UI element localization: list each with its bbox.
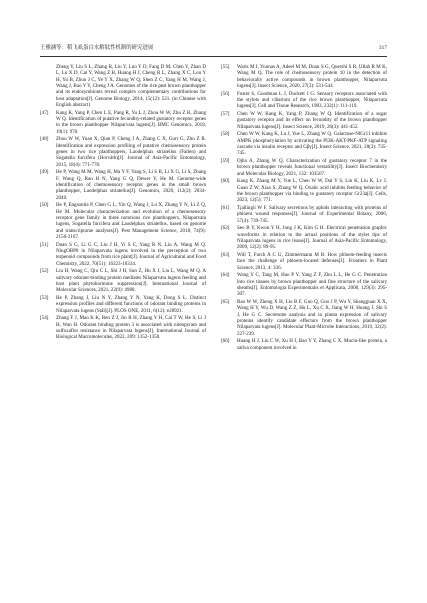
reference-text: He P, Engsontia P, Chen G L, Yin Q, Wang J, Lu X, Zhang Y N, Li Z Q, He M. Molecular characterization and evolution of a chemosensory receptor gene family in three notorious rice planthoppers, Nilaparvata lugens, Sogatella furcifera and Laodelphax striatellus, based on genome and transcriptome analyses[J]. Pest Management Science, 2018, 74(9): 2156-2167. bbox=[56, 202, 206, 241]
reference-text: Zheng Y, Liu S L, Zhang R, Liu Y, Luo Y D, Fang D M, Chen Y, Zhan D L, Lu X D, Cai Y, Wang Z B, Huang H J, Cheng R L, Zhang X C, Lou Y H, Yu B, Zhuo J C, Ye Y X, Zhang W Q, Shen Z C, Yang H M, Wang J, Wang J, Bao Y Y, Cheng J A. Genomes of the rice pest brown planthopper and its endosymbionts reveal complex complementary contributions for host adaptation[J]. Genome Biology, 2014, 15(12): 521. (in Chinese with English abstract) bbox=[56, 64, 206, 109]
reference-entry bbox=[221, 299, 387, 337]
reference-entry bbox=[221, 272, 387, 297]
reference-entry bbox=[40, 169, 206, 201]
reference-text: Seo B Y, Kwon Y H, Jung J K, Kim G H. Electrical penetration graphic waveforms in relation to the actual positions of the stylet tips of Nilaparvata lugens in rice tissue[J]. Journal of Asia-Pacific Entomology, 2009, 12(2): 89-95. bbox=[237, 225, 387, 251]
running-header bbox=[40, 45, 387, 55]
reference-text: Rao W W, Zheng X H, Liu B F, Guo Q, Guo J P, Wu Y, Shangguan X X, Wang H Y, Wu D, Wang Z Z, Hu L, Xu C X, Jiang W H, Huang J, Shi S J, He G C. Secretome analysis and in planta expression of salivary proteins identify candidate effectors from the brown planthopper Nilaparvata lugens[J]. Molecular Plant-Microbe Interactions, 2019, 32(2): 227-239. bbox=[237, 299, 387, 337]
reference-text: Tjallingii W F. Salivary secretions by aphids interacting with proteins of phloem wound responses[J]. Journal of Experimental Botany, 2006, 57(4): 739-745. bbox=[237, 205, 387, 224]
reference-text: Chen W W, Kang K, Yang P, Zhang W Q. Identification of a sugar gustatory receptor and its effect on fecundity of the brown planthopper Nilaparvata lugens[J]. Insect Science, 2019, 26(3): 441-452. bbox=[237, 111, 387, 130]
reference-entry bbox=[221, 205, 387, 224]
reference-entry bbox=[40, 315, 206, 340]
reference-number: [52] bbox=[40, 268, 49, 275]
reference-entry bbox=[221, 131, 387, 156]
reference-text: Huang H J, Liu C W, Xu H J, Bao Y Y, Zhang C X. Mucin-like protein, a saliva component involved in bbox=[237, 338, 387, 351]
reference-number: [64] bbox=[221, 272, 230, 279]
reference-entry bbox=[221, 111, 387, 130]
reference-text: Kang K, Zhang M Y, Yue L, Chen W W, Dai Y S, Lin K, Liu K, Lv J, Guan Z W, Xiao S, Zhang W Q. Oxalic acid inhibits feeding behavior of the brown planthopper via binding to gustatory receptor Gr23a[J]. Cells, 2023, 12(5): 771. bbox=[237, 178, 387, 204]
page-number: 317 bbox=[378, 45, 387, 51]
reference-entry bbox=[221, 158, 387, 177]
reference-entry bbox=[40, 64, 206, 108]
reference-number: [53] bbox=[40, 295, 49, 302]
reference-entry bbox=[221, 91, 387, 110]
reference-number: [61] bbox=[221, 205, 230, 211]
reference-text: Waris M I, Younas A, Adeel M M, Duan S G, Quershi S R, Ullah R M K, Wang M Q. The role of chemosensory protein 10 in the detection of behaviorally active compounds in brown planthopper, Nilaparvata lugens[J]. Insect Science, 2020, 27(3): 531-544. bbox=[237, 64, 387, 90]
reference-number: [62] bbox=[221, 225, 230, 232]
reference-number: [55] bbox=[221, 64, 230, 70]
reference-number: [54] bbox=[40, 315, 49, 322]
reference-column-left bbox=[40, 64, 206, 342]
reference-text: Chen W W, Kang K, Lu J, Yue L, Zhang W Q. Galactose-NlGr11 inhibits AMPK phosphorylation by activating the PI3K-AKT-PKF-ATP signaling cascade via insulin receptor and Gβγ[J]. Insect Science, 2021, 28(3): 735-745. bbox=[237, 131, 387, 157]
reference-number: [48] bbox=[40, 136, 49, 143]
reference-number: [65] bbox=[221, 299, 230, 305]
reference-text: Ojha A, Zhang W Q. Characterization of gustatory receptor 7 in the brown planthopper reveals functional versatility[J]. Insect Biochemistry and Molecular Biology, 2021, 132: 103567. bbox=[237, 158, 387, 177]
reference-entry bbox=[221, 178, 387, 203]
reference-number: [51] bbox=[40, 241, 49, 248]
reference-text: He P, Zhang J, Liu N Y, Zhang Y N, Yang K, Dong S L. Distinct expression profiles and different functions of odorant binding proteins in Nilaparvata lugens (Stål)[J]. PLOS ONE, 2011, 6(12): e28921. bbox=[56, 295, 206, 314]
reference-text: Liu H, Wang C, Qiu C L, Shi J H, Sun Z, Hu X J, Liu L, Wang M Q. A salivary odorant-binding protein mediates Nilaparvata lugens feeding and host plant phytohormone suppression[J]. International Journal of Molecular Sciences, 2021, 22(9): 4988. bbox=[56, 268, 206, 294]
reference-text: Wang Y C, Tang M, Hao P Y, Yang Z F, Zhu L L, He G C. Penetration into rice tissues by brown planthopper and fine structure of the salivary sheaths[J]. Entomologia Experimentalis et Applicata, 2008, 129(3): 295-307. bbox=[237, 272, 387, 298]
reference-text: Will T, Furch A C U, Zimmermann M R. How phloem-feeding insects face the challenge of phloem-located defenses[J]. Frontiers in Plant Science, 2013, 4: 336. bbox=[237, 252, 387, 271]
reference-entry bbox=[221, 64, 387, 89]
reference-text: Foster S, Goodman L J, Duckett J G. Sensory receptors associated with the stylets and cibarium of the rice brown planthopper, Nilaparvata lugens[J]. Cell and Tissue Research, 1983, 232(1): 111-119. bbox=[237, 90, 387, 110]
reference-entry bbox=[40, 110, 206, 135]
reference-text: Zhou W W, Yuan X, Qian P, Cheng J A, Zhang C X, Gurr G, Zhu Z R. Identification and expression profiling of putative chemosensory protein genes in two rice planthoppers, Laodelphax striatellus (Fallen) and Sogatella furcifera (Horváth)[J]. Journal of Asia-Pacific Entomology, 2015, 18(4): 771-778. bbox=[56, 136, 206, 168]
reference-entry bbox=[40, 295, 206, 314]
reference-number: [56] bbox=[221, 90, 230, 97]
reference-entry bbox=[221, 338, 387, 351]
reference-text: Zhang F J, Mao K K, Ren Z J, Jin R H, Zhang Y H, Cai T W, He S, Li J H, Wan H. Odorant binding protein 3 is associated with nitenpyram and sulfoxaflor resistance in Nilaparvata lugens[J]. International Journal of Biological Macromolecules, 2022, 209: 1352-1358. bbox=[56, 315, 206, 341]
reference-number: [66] bbox=[221, 338, 230, 345]
reference-column-right bbox=[221, 64, 387, 352]
reference-text: Duan S G, Li G C, Liu J H, Yi S C, Yang R N, Liu A, Wang M Q. NlugOBP8 in Nilaparvata lugens involved in the perception of two terpenoid compounds from rice plant[J]. Journal of Agricultural and Food Chemistry, 2022, 70(51): 16323-16334. bbox=[56, 241, 206, 267]
reference-entry bbox=[221, 225, 387, 250]
reference-entry bbox=[40, 268, 206, 293]
reference-entry bbox=[221, 252, 387, 271]
reference-text: He P, Wang M M, Wang H, Ma Y F, Yang S, Li S B, Li X G, Li S, Zhang F, Wang Q, Ran H N, Yang G Q, Dewer Y, He M. Genome-wide identification of chemosensory receptor genes in the small brown planthopper, Laodelphax striatellus[J]. Genomics, 2020, 112(2): 2034-2040. bbox=[56, 169, 206, 201]
reference-number: [49] bbox=[40, 169, 49, 176]
reference-text: Kang K, Yang P, Chen L E, Pang R, Yu L J, Zhou W W, Zhu Z R, Zhang W Q. Identification of putative fecundity-related gustatory receptor genes in the brown planthopper Nilaparvata lugens[J]. BMC Genomics, 2018, 19(1): 970. bbox=[56, 109, 206, 135]
reference-number: [58] bbox=[221, 131, 230, 138]
reference-number: [57] bbox=[221, 111, 230, 117]
reference-number: [60] bbox=[221, 178, 230, 185]
reference-entry bbox=[40, 202, 206, 240]
reference-number: [47] bbox=[40, 109, 49, 116]
reference-number: [63] bbox=[221, 252, 230, 258]
header-title: 王雅涵等：稻飞虱蛋白水解肽性机制的研究进展 bbox=[40, 45, 154, 51]
header-rule bbox=[40, 56, 387, 57]
reference-entry bbox=[40, 136, 206, 168]
reference-entry bbox=[40, 242, 206, 267]
reference-number: [59] bbox=[221, 158, 230, 164]
reference-number: [50] bbox=[40, 202, 49, 209]
